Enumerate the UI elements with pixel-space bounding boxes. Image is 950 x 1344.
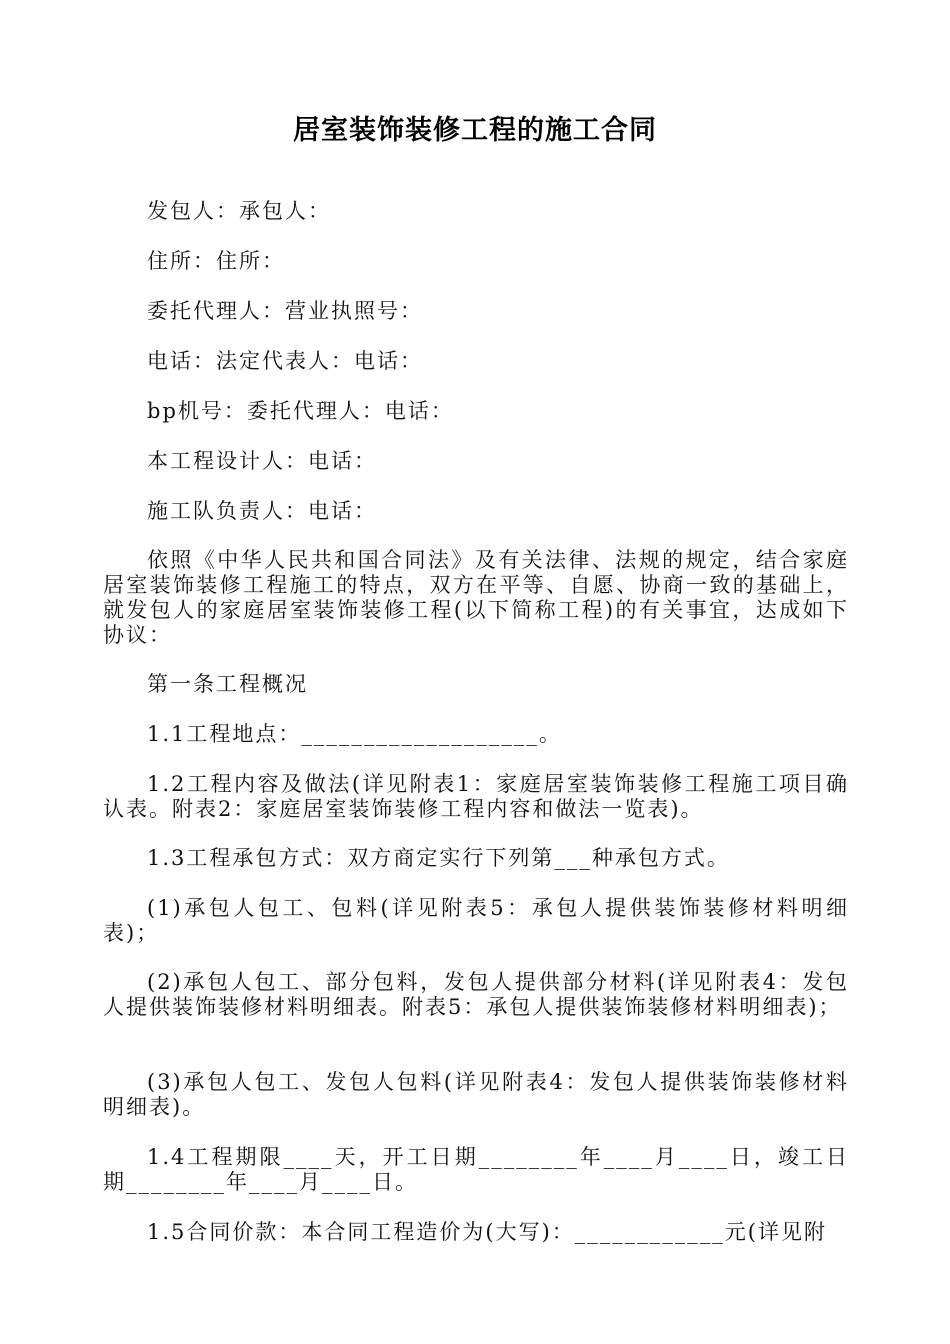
phone-representative-line: 电话：法定代表人：电话：: [147, 349, 423, 373]
clause-1-1: 1.1工程地点：___________________。: [147, 722, 562, 746]
agent-license-line: 委托代理人：营业执照号：: [147, 299, 423, 323]
address-line: 住所：住所：: [147, 249, 285, 273]
team-leader-line: 施工队负责人：电话：: [147, 499, 377, 523]
designer-line: 本工程设计人：电话：: [147, 449, 377, 473]
article-one-heading: 第一条工程概况: [147, 672, 308, 696]
option-1: (1)承包人包工、包料(详见附表5：承包人提供装饰装修材料明细表)；: [103, 896, 849, 945]
option-3: (3)承包人包工、发包人包料(详见附表4：发包人提供装饰装修材料明细表)。: [103, 1070, 849, 1119]
option-2: (2)承包人包工、部分包料，发包人提供部分材料(详见附表4：发包人提供装饰装修材料明细表。附表5：承包人提供装饰装修材料明细表)；: [103, 970, 849, 1019]
preamble-paragraph: 依照《中华人民共和国合同法》及有关法律、法规的规定，结合家庭居室装饰装修工程施工的特点，双方在平等、自愿、协商一致的基础上，就发包人的家庭居室装饰装修工程(以下简称工程)的有关事宜，达成如下协议：: [103, 548, 849, 647]
clause-1-2: 1.2工程内容及做法(详见附表1：家庭居室装饰装修工程施工项目确认表。附表2：家庭居室装饰装修工程内容和做法一览表)。: [103, 772, 849, 821]
clause-1-5: 1.5合同价款：本合同工程造价为(大写)：____________元(详见附: [147, 1220, 827, 1244]
party-names-line: 发包人：承包人：: [147, 199, 331, 223]
clause-1-3: 1.3工程承包方式：双方商定实行下列第___种承包方式。: [147, 846, 730, 870]
document-title: 居室装饰装修工程的施工合同: [293, 115, 657, 146]
pager-agent-line: bp机号：委托代理人：电话：: [147, 399, 454, 423]
clause-1-4: 1.4工程期限____天，开工日期________年____月____日，竣工日期________年____月____日。: [103, 1145, 849, 1194]
